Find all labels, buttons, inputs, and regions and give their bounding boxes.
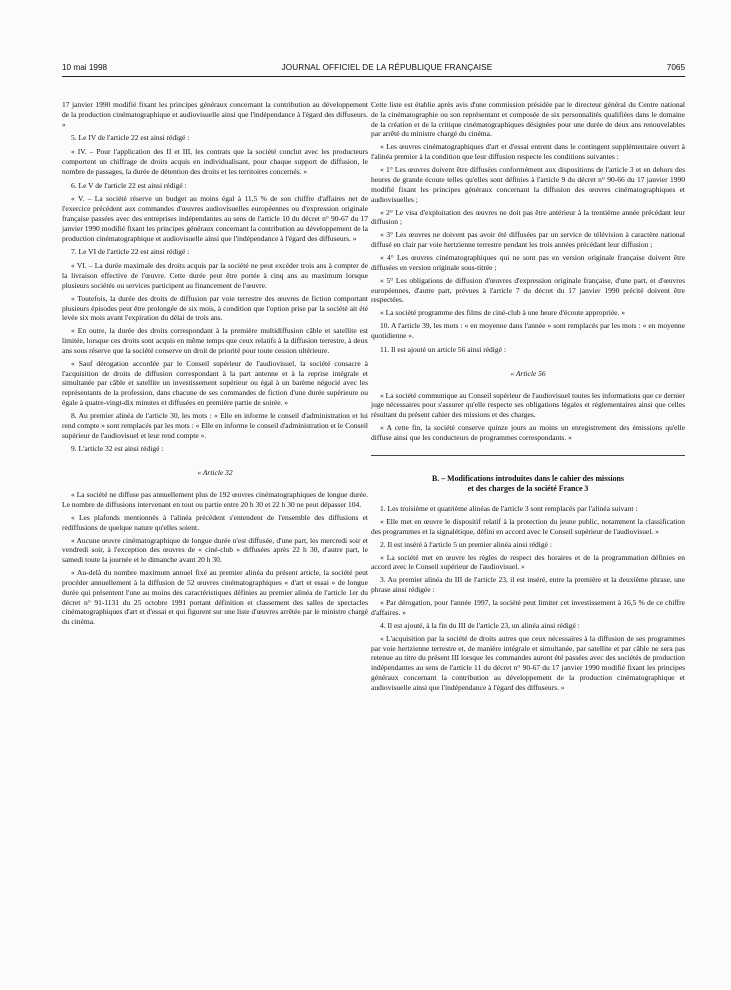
paragraph: 6. Le V de l'article 22 est ainsi rédigé :: [71, 180, 187, 190]
section-heading: [371, 474, 685, 494]
paragraph: 11. Il est ajouté un article 56 ainsi rédigé :: [380, 345, 506, 355]
paragraph: « VI. – La durée maximale des droits acquis par la société ne peut excéder trois ans à compter de la livraison effective de l'œuvre. Cette durée peut être portée à cinq ans au maximum lorsque plusieurs sociétés ou services participent au financement de l'œuvre.: [62, 261, 368, 290]
paragraph: « Sauf dérogation accordée par le Conseil supérieur de l'audiovisuel, la société consacre à l'acquisition de droits de diffusion correspondant à la part antenne et à la reprise intégrale et simultanée par câble et satellite un investissement supérieur ou égal à un barème négocié avec les représentants de la profession, dans chacune de ses commandes de fiction d'une durée supérieure ou égale à quatre-vingt-dix minutes et diffusées en première partie de soirée. »: [62, 358, 368, 408]
left-column: [62, 100, 368, 630]
header-date: 10 mai 1998: [62, 62, 108, 72]
paragraph: « Par dérogation, pour l'année 1997, la société peut limiter cet investissement à 16,5 % de ce chiffre d'affaires. »: [371, 598, 685, 617]
paragraph: « Au-delà du nombre maximum annuel fixé au premier alinéa du présent article, la société peut procéder annuellement à la diffusion de 52 œuvres cinématographiques « d'art et essai » de longue durée qui présentent l'une au moins des caractéristiques définies au premier alinéa de l'article 1er du décret n° 91-1131 du 25 octobre 1991 portant définition et classement des salles de spectacles cinématographiques d'art et d'essai et qui figurent sur une liste d'œuvres arrêtée par le ministre chargé du cinéma.: [62, 568, 368, 627]
paragraph: 2. Il est inséré à l'article 5 un premier alinéa ainsi rédigé :: [380, 539, 552, 549]
paragraph: « 1° Les œuvres doivent être diffusées conformément aux dispositions de l'article 3 et en dehors des heures de grande écoute telles qu'elles sont définies à l'article 9 du décret n° 90-66 du 17 janvier 1990 modifié fixant les principes généraux concernant la diffusion des œuvres cinématographiques et audiovisuelles ;: [371, 165, 685, 204]
article-heading: « Article 56: [510, 368, 546, 378]
paragraph: « En outre, la durée des droits correspondant à la première multidiffusion câble et satellite est limitée, lorsque ces droits sont acquis en même temps que ceux relatifs à la diffusion terrestre, à deux ans sous réserve que la société conserve un droit de priorité pour toute cession ultérieure.: [62, 326, 368, 355]
header-rule: [62, 76, 685, 77]
paragraph: 17 janvier 1990 modifié fixant les principes généraux concernant la contribution au développement de la production cinématographique et audiovisuelle ainsi que l'indépendance à l'égard des diffuseurs. »: [62, 100, 368, 129]
page-header: [62, 60, 685, 74]
paragraph: « La société communique au Conseil supérieur de l'audiovisuel toutes les informations que ce dernier juge nécessaires pour s'assurer qu'elle respecte ses obligations légales et réglementaires ainsi que celles résultant du présent cahier des missions et des charges.: [371, 390, 685, 420]
paragraph: « Les œuvres cinématographiques d'art et d'essai entrent dans le contingent supplémentaire ouvert à l'alinéa premier à la condition que leur diffusion respecte les conditions suivantes :: [371, 142, 685, 162]
article-heading: « Article 32: [197, 468, 233, 478]
paragraph: Cette liste est établie après avis d'une commission présidée par le directeur général du Centre national de la cinématographie ou son représentant et composée de six personnalités qualifiées dans le domaine de la création et de la critique cinématographiques désignées pour une durée de deux ans renouvelables par arrêté du ministre chargé du cinéma.: [371, 100, 685, 139]
paragraph: « La société met en œuvre les règles de respect des horaires et de la programmation définies en accord avec le Conseil supérieur de l'audiovisuel. »: [371, 552, 685, 572]
paragraph: 10. A l'article 39, les mots : « en moyenne dans l'année » sont remplacés par les mots : « en moyenne quotidienne ».: [371, 321, 685, 341]
paragraph: 3. Au premier alinéa du III de l'article 23, il est inséré, entre la première et la deuxième phrase, une phrase ainsi rédigée :: [371, 575, 685, 595]
paragraph: « IV. – Pour l'application des II et III, les contrats que la société conclut avec les producteurs comportent un chiffrage de droits acquis en individualisant, pour chaque support de diffusion, le nombre de passages, la durée de détention des droits et les territoires concernés. »: [62, 147, 368, 176]
paragraph: « A cette fin, la société conserve quinze jours au moins un enregistrement des émissions qu'elle diffuse ainsi que les conducteurs de programmes correspondants. »: [371, 423, 685, 442]
paragraph: « 3° Les œuvres ne doivent pas avoir été diffusées par un service de télévision à caractère national diffusé en clair par voie hertzienne terrestre pendant les trois années précédant leur diffusion ;: [371, 230, 685, 250]
paragraph: « 4° Les œuvres cinématographiques qui ne sont pas en version originale française doivent être diffusées en version originale sous-titrée ;: [371, 253, 685, 272]
paragraph: 9. L'article 32 est ainsi rédigé :: [71, 444, 164, 454]
paragraph: « 2° Le visa d'exploitation des œuvres ne doit pas être antérieur à la trentième année précédant leur diffusion ;: [371, 207, 685, 227]
paragraph: « La société ne diffuse pas annuellement plus de 192 œuvres cinématographiques de longue durée. Le nombre de diffusions intervenant en tout ou partie entre 20 h 30 et 22 h 30 ne peut dépasser 104.: [62, 490, 368, 509]
paragraph: 7. Le VI de l'article 22 est ainsi rédigé :: [71, 247, 190, 257]
section-heading-line: et des charges de la société France 3: [467, 483, 589, 493]
paragraph: « L'acquisition par la société de droits autres que ceux nécessaires à la diffusion de ses programmes par voie hertzienne terrestre et, de manière intégrale et simultanée, par satellite et par câble ne sera pas retenue au titre du présent III lorsque les commandes auront été passées avec des sociétés de production indépendantes au sens de l'article 11 du décret n° 90-67 du 17 janvier 1990 modifié fixant les principes généraux concernant la contribution au développement de la production cinématographique et audiovisuelle ainsi que l'indépendance à l'égard des diffuseurs. »: [371, 633, 685, 692]
journal-title: JOURNAL OFFICIEL DE LA RÉPUBLIQUE FRANÇAISE: [281, 62, 493, 72]
right-column: [371, 100, 685, 696]
paragraph: « Toutefois, la durée des droits de diffusion par voie terrestre des œuvres de fiction comportant plusieurs épisodes peut être prolongée de six mois, à condition que l'option prise par la société ait été levée six mois avant l'expiration du délai de trois ans.: [62, 293, 368, 323]
paragraph: 4. Il est ajouté, à la fin du III de l'article 23, un alinéa ainsi rédigé :: [380, 620, 580, 630]
page-number: 7065: [666, 62, 685, 72]
section-heading-line: B. – Modifications introduites dans le cahier des missions: [432, 473, 624, 483]
section-divider: [371, 455, 685, 456]
paragraph: « Elle met en œuvre le dispositif relatif à la protection du jeune public, notamment la classification des programmes et la signalétique, défini en accord avec le Conseil supérieur de l'audiovisuel. »: [371, 516, 685, 536]
paragraph: 5. Le IV de l'article 22 est ainsi rédigé :: [71, 133, 190, 143]
paragraph: 8. Au premier alinéa de l'article 30, les mots : « Elle en informe le conseil d'administration et lui rend compte » sont remplacés par les mots : « Elle en informe le conseil d'administration et le Conseil supérieur de l'audiovisuel et leur rend compte ».: [62, 411, 368, 440]
paragraph: « Aucune œuvre cinématographique de longue durée n'est diffusée, d'une part, les mercredi soir et vendredi soir, à l'exception des œuvres de « ciné-club » diffusées après 22 h 30, d'autre part, le samedi toute la journée et le dimanche avant 20 h 30.: [62, 535, 368, 565]
paragraph: « La société programme des films de ciné-club à une heure d'écoute appropriée. »: [380, 308, 625, 318]
paragraph: 1. Les troisième et quatrième alinéas de l'article 3 sont remplacés par l'alinéa suivant :: [380, 503, 638, 513]
paragraph: « V. – La société réserve un budget au moins égal à 11,5 % de son chiffre d'affaires net de l'exercice précédent aux commandes d'œuvres audiovisuelles européennes ou d'expression originale française passées avec des entreprises indépendantes au sens de l'article 10 du décret n° 90-67 du 17 janvier 1990 modifié fixant les principes généraux concernant la contribution au développement de la production cinématographique et audiovisuelle ainsi que l'indépendance à l'égard des diffuseurs. »: [62, 194, 368, 243]
paragraph: « 5° Les obligations de diffusion d'œuvres d'expression originale française, d'une part, et d'œuvres européennes, d'autre part, prévues à l'article 7 du décret du 17 janvier 1990 précité doivent être respectées.: [371, 275, 685, 305]
paragraph: « Les plafonds mentionnés à l'alinéa précédent s'entendent de l'ensemble des diffusions et rediffusions de quelque nature qu'elles soient.: [62, 512, 368, 532]
